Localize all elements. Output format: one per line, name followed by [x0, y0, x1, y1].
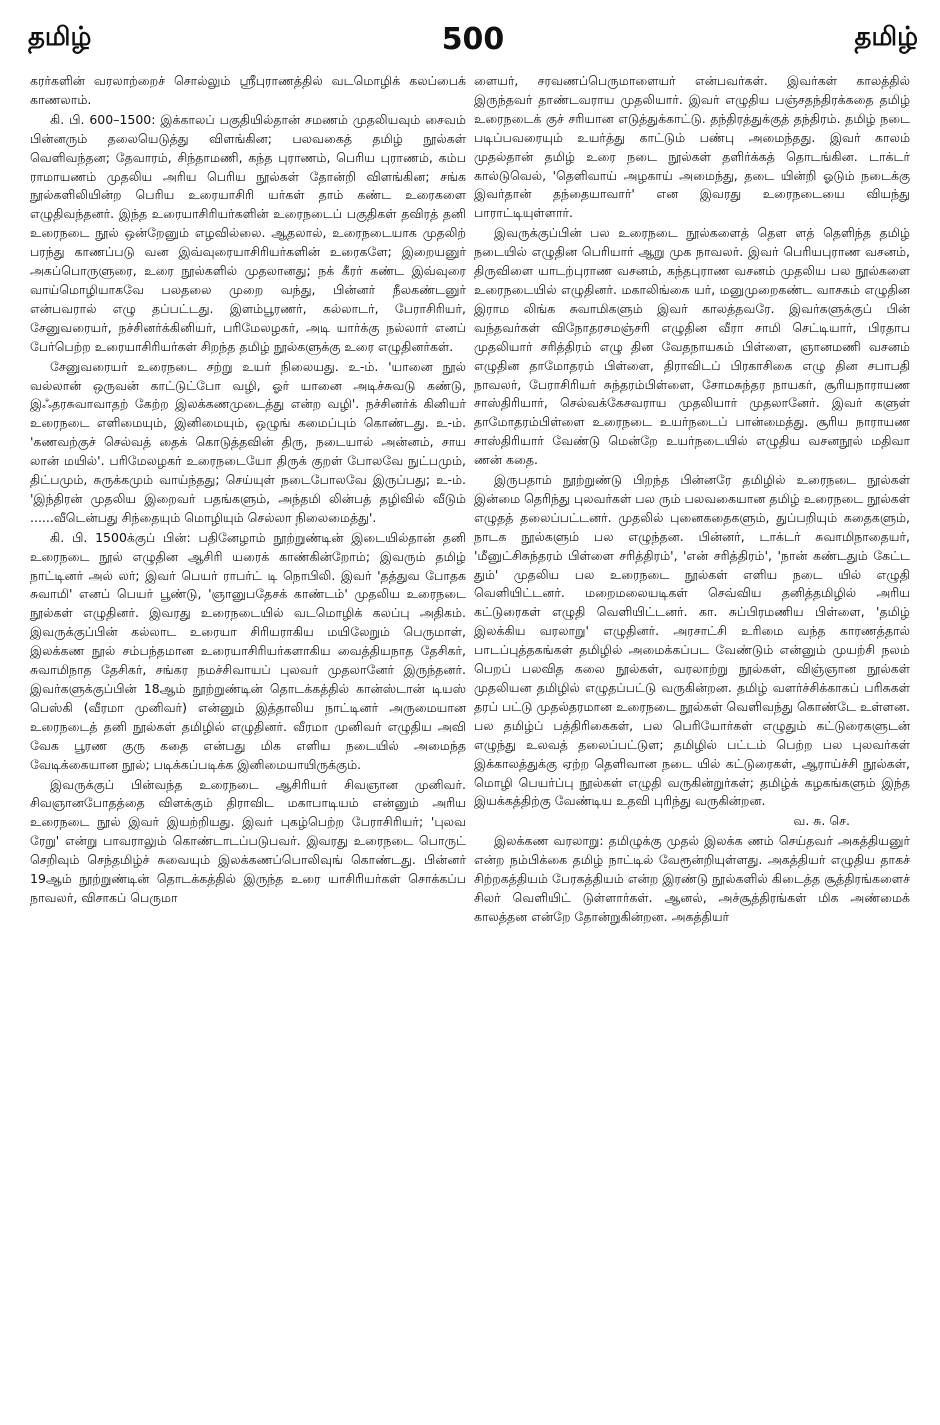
page-header — [28, 22, 918, 62]
left-column — [30, 72, 466, 909]
right-paragraph-2: இவருக்குப்பின் பல உரைநடை நூல்களைத் தெள ளத் தெளிந்த தமிழ் நடையில் எழுதின பெரியார் ஆறு முக நாவலர். இவர் பெரியபுராண வசனம், திருவிளை யாடற்புராண வசனம், கந்தபுராண வசனம் முதலிய பல நூல்களை உரைநடையில் எழுதினர். மகாலிங்கை யர், மனுமுறைகண்ட வாசகம் எழுதின இராம லிங்க சுவாமிகளும் இவர் காலத்தவரே. இவர்களுக்குப் பின் வந்தவர்கள் விநோதரசமஞ்சரி எழுதின வீரா சாமி செட்டியார், பிரதாப முதலியார் சரித்திரம் எழு தின வேதநாயகம் பிள்ளை, ஞானமணி வசனம் எழுதின தாமோதரம் பிள்ளை, திராவிடப் பிரகாசிகை எழு தின சபாபதி நாவலர், பேராசிரியர் சுந்தரம்பிள்ளை, சோமசுந்தர நாயகர், சூரியநாராயண சாஸ்திரியார், செல்வக்கேசவராய முதலியார் முதலானேர். இவர் களுள் தாமோதரம்பிள்ளை உரைநடை உயர்நடைப் பான்மைத்து. சூரிய நாராயண சாஸ்திரியார் வேண்டு மென்றே உயர்நடையில் எழுதிய வசனநூல் மதிவா ணன் கதை. — [474, 225, 910, 468]
page-number: 500 — [441, 22, 505, 57]
header-left-title: தமிழ் — [28, 22, 92, 52]
left-paragraph-5: இவருக்குப் பின்வந்த உரைநடை ஆசிரியர் சிவஞான முனிவர். சிவஞானபோதத்தை விளக்கும் திராவிட மகாபாடியம் என்னும் அரிய உரைநடை நூல் இவர் இயற்றியது. இவர் புகழ்பெற்ற பேராசிரியர்; 'புலவ ரேறு' என்று பாவராலும் கொண்டாடப்படுபவர். இவரது உரைநடை பொருட் செறிவும் செந்தமிழ்ச் சுவையும் இலக்கணப்பொலிவுங் கொண்டது. பின்னர் 19ஆம் நூற்றுண்டின் தொடக்கத்தில் இருந்த உரை யாசிரியர்கள் சொக்கப்ப நாவலர், விசாகப் பெருமா — [30, 776, 466, 905]
left-paragraph-1: கரர்களின் வரலாற்றைச் சொல்லும் ஸ்ரீபுராணத்தில் வடமொழிக் கலப்பைக் காணலாம். — [30, 73, 466, 107]
author-signature: வ. சு. செ. — [793, 813, 850, 829]
right-paragraph-1: ளையர், சரவணப்பெருமாளையர் என்பவர்கள். இவர்கள் காலத்தில் இருந்தவர் தாண்டவராய முதலியார். இவர் எழுதிய பஞ்சதந்திரக்கதை தமிழ் உரைநடைக் குச் சரியான எடுத்துக்காட்டு. தந்திரத்துக்குத் தந்திரம். தமிழ் நடை படிப்பவரையும் உயர்த்து காட்டும் பண்பு அமைந்தது. இவர் காலம் முதல்தான் தமிழ் உரை நடை நூல்கள் தளிர்க்கத் தொடங்கின. டாக்டர் கால்டுவெல், 'தெளிவாய் அழகாய் அமைந்து, தடை யின்றி ஓடும் நடைக்கு இவர்தான் தந்தையாவார்' என இவரது உரைநடையை வியந்து பாராட்டியுள்ளார். — [474, 73, 910, 221]
left-paragraph-2: கி. பி. 600–1500: இக்காலப் பகுதியில்தான் சமணம் முதலியவும் சைவம் பின்னரும் தலையெடுத்து விளங்கின; பலவகைத் தமிழ் நூல்கள் வெளிவந்தன; தேவாரம், சிந்தாமணி, கந்த புராணம், பெரிய புராணம், கம்ப ராமாயணம் முதலிய அரிய பெரிய நூல்கள் தோன்றி விளங்கின; சங்க நூல்களிலியின்ற பெரிய உரையாசிரி யர்கள் தாம் கண்ட உரைகளை எழுதிவந்தனர். இந்த உரையாசிரியர்களின் உரைநடைப் பகுதிகள் தவிரத் தனி உரைநடை நூல் ஒன்றேனும் எழவில்லை. ஆதலால், உரைநடையாக முதலிற் பரந்து காணப்படு வன இவ்வுரையாசிரியர்களின் உரைகளே; இறையனுர் அகப்பொருளுரை, உரை நூல்களில் முதலானது; நக் கீரர் கண்ட இவ்வுரை வாய்மொழியாகவே பலதலை முறை வந்து, பின்னர் நீலகண்டனுர் என்பவரால் எழு தப்பட்டது. இளம்பூரணர், கல்லாடர், பேராசிரியர், சேனுவரையர், நச்சினர்க்கினியர், பரிமேலழகர், அடி யார்க்கு நல்லார் எனப் பேர்பெற்ற உரையாசிரியர்கள் சிறந்த தமிழ் நூல்களுக்கு உரை எழுதினர்கள். — [30, 111, 466, 354]
right-column — [474, 72, 910, 928]
right-paragraph-4: இலக்கண வரலாறு: தமிழுக்கு முதல் இலக்க ணம் செய்தவர் அகத்தியனுர் என்ற நம்பிக்கை தமிழ் நாட்டில் வேரூன்றியுள்ளது. அகத்தியர் எழுதிய தாகச் சிற்றகத்தியம் பேரகத்தியம் என்ற இரண்டு நூல்களில் கிடைத்த சூத்திரங்களைச் சிலர் வெளியிட் டுள்ளார்கள். ஆனல், அச்சூத்திரங்கள் மிக அண்மைக் காலத்தன என்றே தோன்றுகின்றன. அகத்தியர் — [474, 833, 910, 924]
header-right-title: தமிழ் — [854, 22, 918, 52]
left-paragraph-4: கி. பி. 1500க்குப் பின்: பதினேழாம் நூற்றுண்டின் இடையில்தான் தனி உரைநடை நூல் எழுதின ஆசிரி யரைக் காண்கின்றோம்; இவரும் தமிழ் நாட்டினர் அல் லர்; இவர் பெயர் ராபர்ட் டி நொபிலி. இவர் 'தத்துவ போதக சுவாமி' எனப் பெயர் பூண்டு, 'ஞானுபதேசக் காண்டம்' முதலிய உரைநடை நூல்கள் எழுதினர். இவரது உரைநடையில் வடமொழிக் கலப்பு அதிகம். இவருக்குப்பின் கல்லாட உரையா சிரியராகிய மயிலேறும் பெருமாள், இலக்கண நூல் சம்பந்தமான உரையாசிரியர்களாகிய வைத்தியநாத தேசிகர், சுவாமிநாத தேசிகர், சங்கர நமச்சிவாயப் புலவர் முதலானேர் இருந்தனர். இவர்களுக்குப்பின் 18ஆம் நூற்றுண்டின் தொடக்கத்தில் கான்ஸ்டான் டியஸ் பெஸ்கி (வீரமா முனிவர்) என்னும் இத்தாலிய நாட்டினர் அருமையான உரைநடைத் தனி நூல்கள் தமிழில் எழுதினர். வீரமா முனிவர் எழுதிய அவி வேக பூரண குரு கதை என்பது மிக எளிய நடையில் அமைந்த வேடிக்கையான நூல்; படிக்கப்படிக்க இனிமையாயிருக்கும். — [30, 529, 466, 772]
left-paragraph-3: சேனுவரையர் உரைநடை சற்று உயர் நிலையது. உ-ம். 'யானை நூல் வல்லான் ஒருவன் காட்டுட்போ வழி, ஓர் யானை அடிச்சுவடு கண்டு, இஃதரசுவாவாதற் கேற்ற இலக்கணமுடைத்து என்ற வழி'. நச்சினர்க் கினியர் உரைநடை எளிமையும், இனிமையும், ஒழுங் கமைப்பும் கொண்டது. உ-ம். 'கணவற்குச் செல்வத் தைக் கொடுத்தவின் திரு, நடையால் அன்னம், சாய லான் மயில்'. பரிமேலழகர் உரைநடையோ திருக் குறள் போலவே நுட்பமும், திட்பமும், சுருக்கமும் வாய்ந்தது; செய்யுள் நடைபோலவே இருப்பது; உ-ம். 'இந்திரன் முதலிய இறைவர் பதங்களும், அந்தமி லின்பத் தழிவில் வீடும் ......வீடென்பது சிந்தையும் மொழியும் செல்லா நிலைமைத்து'. — [30, 358, 466, 525]
right-paragraph-3: இருபதாம் நூற்றுண்டு பிறந்த பின்னரே தமிழில் உரைநடை நூல்கள் இன்மை தெரிந்து புலவர்கள் பல ரும் பலவகையான தமிழ் உரைநடை நூல்கள் எழுதத் தலைப்பட்டனர். முதலில் புனைகதைகளும், துப்பறியும் கதைகளும், நாடக நூல்களும் பல எழுந்தன. பின்னர், டாக்டர் சுவாமிநாதையர், 'மீனுட்சிசுந்தரம் பிள்ளை சரித்திரம்', 'என் சரித்திரம்', 'நான் கண்டதும் கேட்ட தும்' முதலிய பல உரைநடை நூல்கள் எளிய நடை யில் எழுதி வெளியிட்டனர். மறைமலையடிகள் செவ்விய தனித்தமிழில் அரிய கட்டுரைகள் எழுதி வெளியிட்டனர். கா. சுப்பிரமணிய பிள்ளை, 'தமிழ் இலக்கிய வரலாறு' எழுதினர். அரசாட்சி உரிமை வந்த காரணத்தால் பாடப்புத்தகங்கள் தமிழில் அமைக்கப்பட வேண்டும் என்னும் முயற்சி நலம் பெறப் பலவித கலை நூல்கள், வரலாற்று நூல்கள், விஞ்ஞான நூல்கள் முதலியன தமிழில் எழுதப்பட்டு வருகின்றன. தமிழ் வளர்ச்சிக்காகப் பரிசுகள் தரப் பட்டு முதல்தரமான உரைநடை நூல்கள் வெளிவந்து கொண்டே உள்ளன. பல தமிழ்ப் பத்திரிகைகள், பல பெரியோர்கள் எழுதும் கட்டுரைகளுடன் எழுந்து உலவத் தலைப்பட்டுள; தமிழில் பட்டம் பெற்ற பல புலவர்கள் இக்காலத்துக்கு ஏற்ற தெளிவான நடை யில் கட்டுரைகள், ஆராய்ச்சி நூல்கள், மொழி பெயர்ப்பு நூல்கள் எழுதி வருகின்றுர்கள்; தமிழ்க் கழகங்களும் இந்த இயக்கத்திற்கு வேண்டிய உதவி புரிந்து வருகின்றன. — [474, 472, 910, 809]
